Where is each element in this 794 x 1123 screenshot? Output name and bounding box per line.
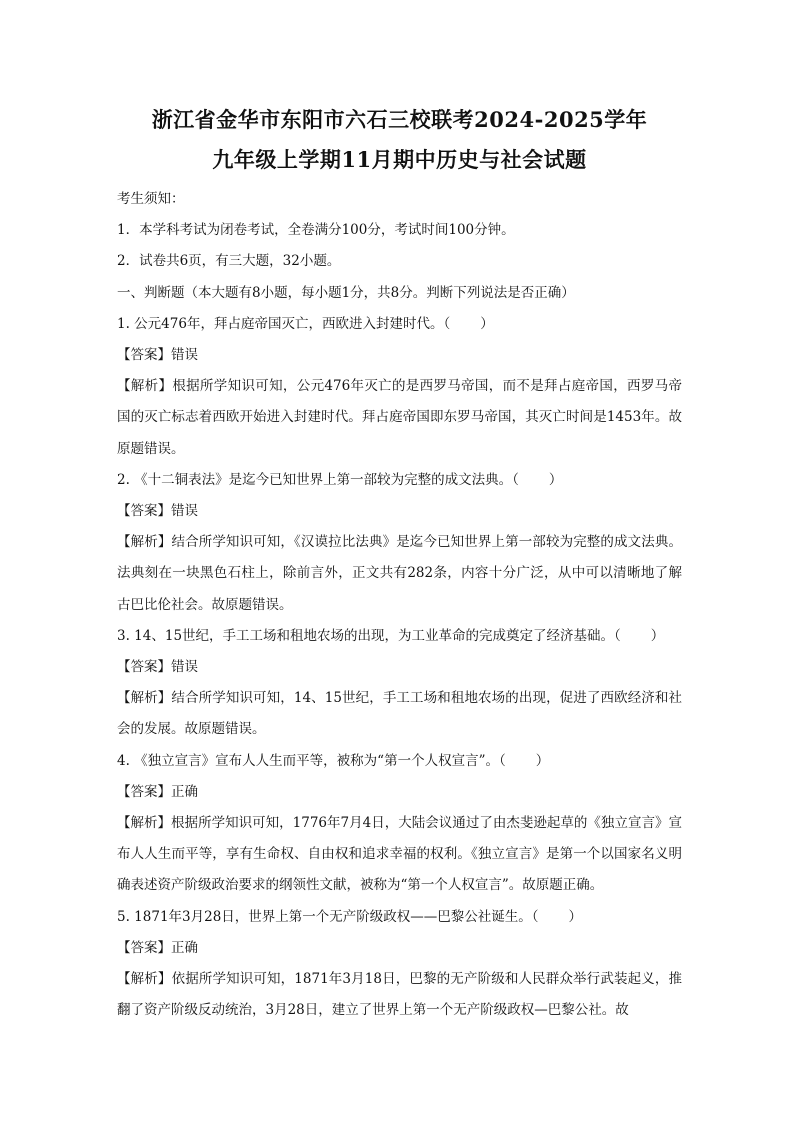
page-title-line-2: 九年级上学期11月期中历史与社会试题 (212, 147, 587, 172)
document-body (117, 184, 682, 1026)
question-stem: 1. 公元476年，拜占庭帝国灭亡，西欧进入封建时代。（ ） (117, 315, 494, 332)
question-stem: 5. 1871年3月28日，世界上第一个无产阶级政权——巴黎公社诞生。（ ） (117, 908, 583, 925)
answer-tag: 【答案】 (117, 503, 171, 520)
notice-item-2: 2．试卷共6页，有三大题，32小题。 (117, 253, 341, 270)
question-block (117, 621, 682, 746)
section-heading: 一、判断题（本大题有8小题，每小题1分，共8分。判断下列说法是否正确） (117, 284, 575, 301)
question-stem: 2. 《十二铜表法》是迄今已知世界上第一部较为完整的成文法典。（ ） (117, 471, 563, 488)
question-block (117, 465, 682, 621)
title-block (117, 100, 682, 180)
answer-value: 正确 (171, 939, 198, 956)
question-block (117, 902, 682, 1027)
answer-tag: 【答案】 (117, 939, 171, 956)
notice-item-1: 1．本学科考试为闭卷考试，全卷满分100分，考试时间100分钟。 (117, 222, 515, 239)
analysis-text: 依据所学知识可知，1871年3月18日，巴黎的无产阶级和人民群众举行武装起义，推翻了资产阶级反动统治，3月28日，建立了世界上第一个无产阶级政权—巴黎公社。故 (117, 971, 683, 1019)
answer-line (117, 652, 682, 683)
analysis-tag: 【解析】 (117, 378, 173, 395)
analysis-paragraph (117, 683, 682, 745)
analysis-paragraph (117, 808, 682, 902)
question-stem: 4. 《独立宣言》宣布人人生而平等，被称为“第一个人权宣言”。（ ） (117, 752, 550, 769)
question-block (117, 309, 682, 465)
analysis-tag: 【解析】 (117, 534, 172, 551)
answer-value: 错误 (171, 659, 198, 676)
answer-tag: 【答案】 (117, 347, 171, 364)
answer-line (117, 496, 682, 527)
notice-heading: 考生须知： (117, 191, 185, 207)
analysis-tag: 【解析】 (117, 971, 172, 988)
answer-tag: 【答案】 (117, 659, 171, 676)
page-title-line-1: 浙江省金华市东阳市六石三校联考2024-2025学年 (151, 107, 648, 132)
answer-line (117, 933, 682, 964)
answer-value: 正确 (171, 783, 198, 800)
answer-tag: 【答案】 (117, 783, 171, 800)
question-stem: 3. 14、15世纪，手工工场和租地农场的出现，为工业革命的完成奠定了经济基础。（ ） (117, 627, 665, 644)
answer-value: 错误 (171, 347, 198, 364)
answer-line (117, 777, 682, 808)
analysis-paragraph (117, 964, 682, 1026)
analysis-text: 结合所学知识可知，《汉谟拉比法典》是迄今已知世界上第一部较为完整的成文法典。法典刻在一块黑色石柱上，除前言外，正文共有282条，内容十分广泛，从中可以清晰地了解古巴比伦社会。故原题错误。 (117, 534, 683, 613)
analysis-tag: 【解析】 (117, 690, 172, 707)
analysis-text: 根据所学知识可知，1776年7月4日，大陆会议通过了由杰斐逊起草的《独立宣言》宣布人人生而平等，享有生命权、自由权和追求幸福的权利。《独立宣言》是第一个以国家名义明确表述资产阶级政治要求的纲领性文献，被称为“第一个人权宣言”。故原题正确。 (117, 815, 682, 894)
analysis-tag: 【解析】 (117, 815, 172, 832)
question-block (117, 746, 682, 902)
analysis-text: 根据所学知识可知，公元476年灭亡的是西罗马帝国，而不是拜占庭帝国，西罗马帝国的灭亡标志着西欧开始进入封建时代。拜占庭帝国即东罗马帝国，其灭亡时间是1453年。故原题错误。 (117, 378, 682, 457)
analysis-text: 结合所学知识可知，14、15世纪，手工工场和租地农场的出现，促进了西欧经济和社会的发展。故原题错误。 (117, 690, 683, 738)
answer-line (117, 340, 682, 371)
analysis-paragraph (117, 371, 682, 465)
answer-value: 错误 (171, 503, 198, 520)
analysis-paragraph (117, 527, 682, 621)
